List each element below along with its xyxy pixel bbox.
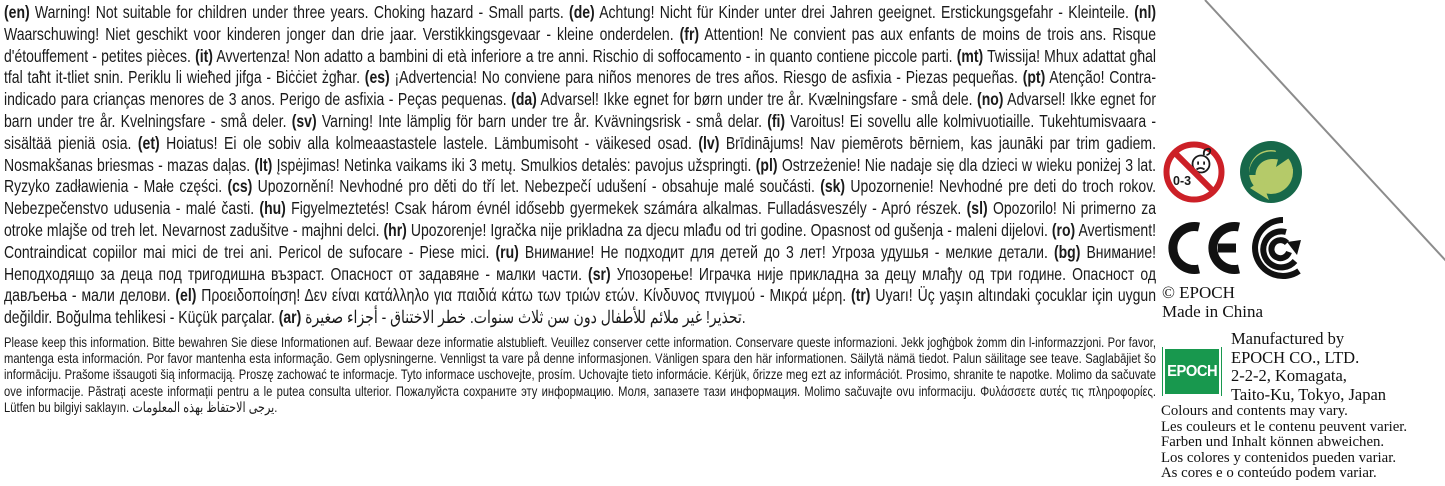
manufacturer-address-line: 2-2-2, Komagata, [1231, 366, 1347, 385]
variation-notice-line: Los colores y contenidos pueden variar. [1161, 449, 1397, 466]
variation-notice-line: Les couleurs et le contenu peuvent varier. [1161, 418, 1408, 435]
manufacturer-address-line: Manufactured by [1231, 329, 1345, 348]
epoch-logo-text: EPOCH [1166, 362, 1218, 380]
green-dot-icon [1240, 141, 1302, 203]
manufacturer-address-line: Taito-Ku, Tokyo, Japan [1231, 384, 1387, 404]
copyright-text: © EPOCH [1162, 283, 1235, 302]
age-range-label: 0-3 [1173, 174, 1192, 188]
epoch-logo [1162, 347, 1222, 396]
variation-notice-line: As cores e o conteúdo podem variar. [1161, 465, 1377, 482]
keep-information-text: Please keep this information. Bitte bewahren Sie diese Informationen auf. Bewaar deze informatie alstublieft. Veuillez conserver cette information. Conservare queste informazioni. Jekk jogħġbok żomm din l-informazzjoni. Por favor, mantenga esta información. Por favor mantenha esta informação. Gem oplysningerne. Vennligst ta vare på denne informasjonen. Vänligen spara den här informationen. Säilytä nämä tiedot. Palun säilitage see teave. Saglabājiet šo informāciju. Prašome išsaugoti šią informaciją. Proszę zachować te informacje. Tyto informace uschovejte, prosím. Uchovajte tieto informácie. Kérjük, őrizze meg ezt az információt. Prosimo, shranite te napotke. Molimo da sačuvate ove informacije. Păstrați aceste informații pentru a le putea consulta ulterior. Пожалуйста сохраните эту информацию. Моля, запазете тази информация. Molimo sačuvajte ovu informaciju. Φυλάσσετε αυτές τις πληροφορίες. Lütfen bu bilgiyi saklayın. يرجى الاحتفاظ بهذه المعلومات. [4, 333, 1156, 415]
variation-notice [1161, 404, 1407, 482]
variation-notice-line: Farben und Inhalt können abweichen. [1161, 434, 1385, 451]
age-warning-icon [1163, 141, 1225, 203]
manufacturer-address-line: EPOCH CO., LTD. [1231, 347, 1360, 367]
text-column [4, 2, 1444, 415]
variation-notice-line: Colours and contents may vary. [1161, 403, 1348, 419]
choking-warning-text: (en) Warning! Not suitable for children under three years. Choking hazard - Small parts. (de) Achtung! Nicht für Kinder unter drei Jahren geeignet. Erstickungsgefahr - Kleinteile. (nl) Waarschuwing! Niet geschikt voor kinderen jonger dan drie jaar. Verstikkingsgevaar - kleine onderdelen. (fr) Attention! Ne convient pas aux enfants de moins de trois ans. Risque d'étouffement - petites pièces. (it) Avvertenza! Non adatto a bambini di età inferiore a tre anni. Rischio di soffocamento - in quanto contiene piccole parti. (mt) Twissija! Mhux adattat għal tfal taħt it-tliet snin. Periklu li wieħed jifga - Biċċiet żgħar. (es) ¡Advertencia! No conviene para niños menores de tres años. Riesgo de asfixia - Piezas pequeñas. (pt) Atenção! Contra-indicado para crianças menores de 3 anos. Perigo de asfixia - Peças pequenas. (da) Advarsel! Ikke egnet for børn under tre år. Kvælningsfare - små dele. (no) Advarsel! Ikke egnet for barn under tre år. Kvelningsfare - små deler. (sv) Varning! Inte lämplig för barn under tre år. Kvävningsrisk - små delar. (fi) Varoitus! Ei sovellu alle kolmivuotiaille. Tukehtumisvaara - sisältää pieniä osia. (et) Hoiatus! Ei ole sobiv alla kolmeaastastele lastele. Lämbumisoht - väikesed osad. (lv) Brīdinājums! Nav piemērots bērniem, kas jaunāki par trim gadiem. Nosmakšanas briesmas - mazas daļas. (lt) Įspėjimas! Netinka vaikams iki 3 metų. Smulkios detalės: pavojus užspringti. (pl) Ostrzeżenie! Nie nadaje się dla dzieci w wieku poniżej 3 lat. Ryzyko zadławienia - Małe części. (cs) Upozornění! Nevhodné pro děti do tří let. Nebezpečí udušení - obsahuje malé součásti. (sk) Upozornenie! Nevhodné pre deti do troch rokov. Nebezpečenstvo udusenia - malé časti. (hu) Figyelmeztetés! Csak három évnél idősebb gyermekek számára alkalmas. Fulladásveszély - Apró részek. (sl) Opozorilo! Ni primerno za otroke mlajše od treh let. Nevarnost zadušitve - majhni delci. (hr) Upozorenje! Igračka nije prikladna za djecu mlađu od tri godine. Opasnost od gušenja - maleni dijelovi. (ro) Avertisment! Contraindicat copiilor mai mici de trei ani. Pericol de sufocare - Piese mici. (ru) Внимание! Не подходит для детей до 3 лет! Угроза удушья - мелкие детали. (bg) Внимание! Неподходящо за деца под тригодишна възраст. Опасност от задавяне - малки части. (sr) Упозорење! Играчка није прикладна за децу млађу од три године. Опасност од дављења - мали делови. (el) Προειδοποίηση! Δεν είναι κατάλληλο για παιδιά κάτω των τριών ετών. Κίνδυνος πνιγμού - Μικρά μέρη. (tr) Uyarı! Üç yaşın altındaki çocuklar için uygun değildir. Boğulma tehlikesi - Küçük parçalar. (ar) تحذير! غير ملائم للأطفال دون سن ثلاث سنوات. خطر الاختناق - أجزاء صغيرة. [4, 2, 1157, 328]
epoch-logo-frame [1163, 347, 1221, 396]
ce-mark-icon [1159, 221, 1243, 275]
swirl-certification-mark-icon [1249, 216, 1313, 280]
made-in-text: Made in China [1162, 302, 1264, 321]
manufacturer-address [1231, 330, 1386, 404]
